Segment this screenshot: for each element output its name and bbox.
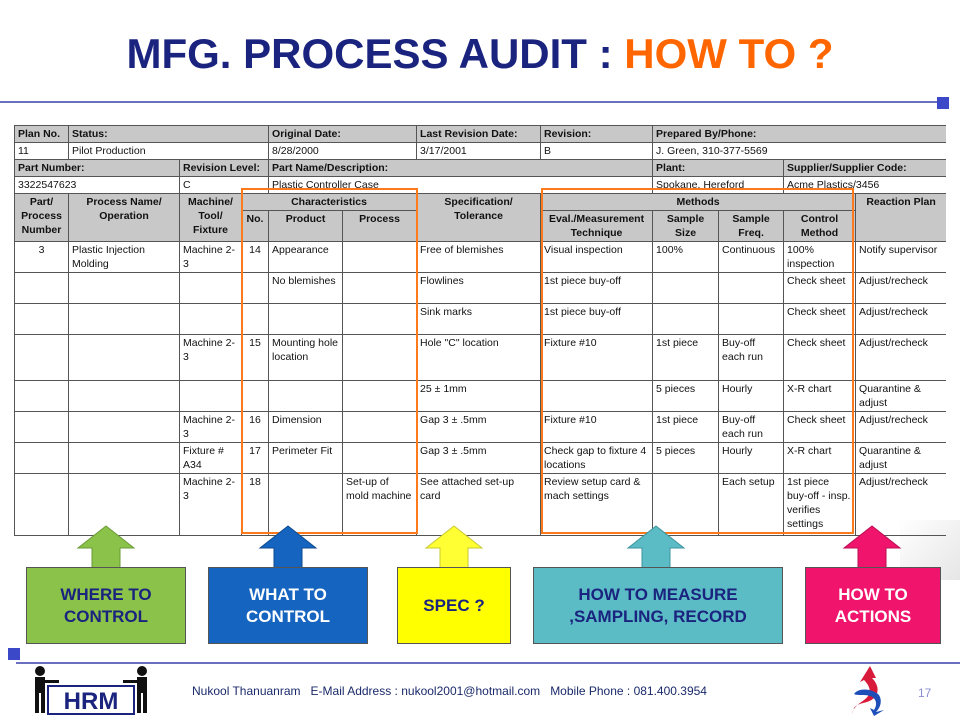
table-cell: 3 bbox=[15, 242, 69, 273]
table-cell: Machine 2-3 bbox=[180, 412, 242, 443]
value-prepared-by: J. Green, 310-377-5569 bbox=[653, 143, 946, 160]
table-cell: Perimeter Fit bbox=[269, 443, 343, 474]
table-cell bbox=[15, 474, 69, 536]
footer-name: Nukool Thanuanram bbox=[192, 684, 301, 698]
col-control-method: Control Method bbox=[784, 211, 856, 242]
table-cell bbox=[69, 381, 180, 412]
callout-what-line2: CONTROL bbox=[245, 606, 331, 626]
table-cell bbox=[242, 273, 269, 304]
table-cell: Machine 2-3 bbox=[180, 335, 242, 381]
table-cell: Review setup card & mach settings bbox=[541, 474, 653, 536]
arrow-up-where-icon bbox=[76, 524, 136, 570]
arrow-up-actions-icon bbox=[842, 524, 902, 570]
col-process: Process bbox=[343, 211, 417, 242]
table-cell: Fixture #10 bbox=[541, 335, 653, 381]
table-cell: 1st piece bbox=[653, 335, 719, 381]
table-row bbox=[15, 381, 947, 412]
callout-what-line1: WHAT TO bbox=[249, 584, 327, 604]
part-header-labels bbox=[15, 160, 947, 177]
table-row bbox=[15, 335, 947, 381]
table-cell: 25 ± 1mm bbox=[417, 381, 541, 412]
table-row bbox=[15, 242, 947, 273]
col-process-name: Process Name/ Operation bbox=[69, 194, 180, 242]
table-cell: 5 pieces bbox=[653, 381, 719, 412]
table-cell: Fixture # A34 bbox=[180, 443, 242, 474]
table-cell: Fixture #10 bbox=[541, 412, 653, 443]
arrow-up-measure-icon bbox=[626, 524, 686, 570]
table-cell bbox=[343, 242, 417, 273]
table-cell: 1st piece bbox=[653, 412, 719, 443]
table-row bbox=[15, 412, 947, 443]
arrow-up-what-icon bbox=[258, 524, 318, 570]
table-cell bbox=[719, 273, 784, 304]
table-cell: Adjust/recheck bbox=[856, 335, 946, 381]
table-cell bbox=[15, 304, 69, 335]
group-methods: Methods bbox=[541, 194, 856, 211]
control-plan-table bbox=[14, 125, 946, 536]
table-cell: 16 bbox=[242, 412, 269, 443]
value-revision: B bbox=[541, 143, 653, 160]
label-original-date: Original Date: bbox=[269, 126, 417, 143]
plan-header-values bbox=[15, 143, 947, 160]
table-cell bbox=[15, 412, 69, 443]
table-cell bbox=[242, 304, 269, 335]
table-cell: 1st piece buy-off bbox=[541, 304, 653, 335]
table-cell bbox=[180, 304, 242, 335]
table-cell bbox=[15, 381, 69, 412]
table-cell: Notify supervisor bbox=[856, 242, 946, 273]
table-row bbox=[15, 304, 947, 335]
col-sample-freq: Sample Freq. bbox=[719, 211, 784, 242]
col-eval-technique: Eval./Measurement Technique bbox=[541, 211, 653, 242]
callout-spec-line1: SPEC ? bbox=[423, 595, 485, 615]
table-cell bbox=[269, 381, 343, 412]
table-cell: Sink marks bbox=[417, 304, 541, 335]
footer-email-label: E-Mail Address : bbox=[310, 684, 402, 698]
table-cell: Gap 3 ± .5mm bbox=[417, 443, 541, 474]
table-cell: X-R chart bbox=[784, 443, 856, 474]
table-cell: Flowlines bbox=[417, 273, 541, 304]
value-plant: Spokane, Hereford bbox=[653, 177, 784, 194]
value-part-name: Plastic Controller Case bbox=[269, 177, 653, 194]
table-cell: Adjust/recheck bbox=[856, 273, 946, 304]
table-cell: No blemishes bbox=[269, 273, 343, 304]
table-cell: Hole "C" location bbox=[417, 335, 541, 381]
callout-where-line2: CONTROL bbox=[63, 606, 149, 626]
table-cell: Quarantine & adjust bbox=[856, 381, 946, 412]
table-cell: 15 bbox=[242, 335, 269, 381]
table-cell: 1st piece buy-off bbox=[541, 273, 653, 304]
table-cell: Machine 2-3 bbox=[180, 474, 242, 536]
table-cell bbox=[653, 273, 719, 304]
bottom-rule bbox=[16, 662, 960, 664]
table-cell bbox=[180, 381, 242, 412]
title-main: MFG. PROCESS AUDIT : bbox=[126, 30, 625, 77]
table-cell: Check sheet bbox=[784, 304, 856, 335]
callout-actions-line1: HOW TO bbox=[838, 584, 908, 604]
hrm-logo bbox=[30, 664, 152, 718]
callout-how-to-measure bbox=[533, 567, 783, 644]
table-cell: Check sheet bbox=[784, 335, 856, 381]
col-machine-tool: Machine/ Tool/ Fixture bbox=[180, 194, 242, 242]
value-last-revision-date: 3/17/2001 bbox=[417, 143, 541, 160]
table-cell: Adjust/recheck bbox=[856, 412, 946, 443]
value-part-number: 3322547623 bbox=[15, 177, 180, 194]
label-plant: Plant: bbox=[653, 160, 784, 177]
table-cell: Adjust/recheck bbox=[856, 304, 946, 335]
table-cell bbox=[69, 335, 180, 381]
table-cell: Machine 2-3 bbox=[180, 242, 242, 273]
column-group-row bbox=[15, 194, 947, 211]
label-revision: Revision: bbox=[541, 126, 653, 143]
table-cell bbox=[269, 304, 343, 335]
table-cell bbox=[343, 443, 417, 474]
table-cell: Quarantine & adjust bbox=[856, 443, 946, 474]
page-number: 17 bbox=[918, 686, 932, 700]
table-cell bbox=[69, 273, 180, 304]
table-cell: 18 bbox=[242, 474, 269, 536]
table-cell: Hourly bbox=[719, 443, 784, 474]
top-rule bbox=[0, 101, 945, 103]
table-cell: 17 bbox=[242, 443, 269, 474]
col-no: No. bbox=[242, 211, 269, 242]
arrow-up-spec-icon bbox=[424, 524, 484, 570]
control-plan-table-wrap bbox=[14, 125, 946, 537]
table-cell bbox=[15, 273, 69, 304]
callout-what-to-control bbox=[208, 567, 368, 644]
callout-how-to-actions bbox=[805, 567, 941, 644]
table-cell bbox=[180, 273, 242, 304]
callout-spec bbox=[397, 567, 511, 644]
table-cell bbox=[242, 381, 269, 412]
table-cell bbox=[653, 304, 719, 335]
table-cell bbox=[15, 335, 69, 381]
label-plan-no: Plan No. bbox=[15, 126, 69, 143]
data-rows bbox=[15, 242, 947, 536]
table-cell: 14 bbox=[242, 242, 269, 273]
col-specification: Specification/ Tolerance bbox=[417, 194, 541, 242]
label-revision-level: Revision Level: bbox=[180, 160, 269, 177]
bottom-rule-square bbox=[8, 648, 20, 660]
table-cell: Check gap to fixture 4 locations bbox=[541, 443, 653, 474]
table-cell bbox=[69, 443, 180, 474]
table-cell bbox=[69, 412, 180, 443]
label-status: Status: bbox=[69, 126, 269, 143]
col-sample-size: Sample Size bbox=[653, 211, 719, 242]
table-cell: Visual inspection bbox=[541, 242, 653, 273]
table-cell: Mounting hole location bbox=[269, 335, 343, 381]
table-cell: See attached set-up card bbox=[417, 474, 541, 536]
table-cell: Set-up of mold machine bbox=[343, 474, 417, 536]
table-row bbox=[15, 273, 947, 304]
table-cell bbox=[15, 443, 69, 474]
table-cell bbox=[343, 412, 417, 443]
table-cell: 100% inspection bbox=[784, 242, 856, 273]
table-cell: Continuous bbox=[719, 242, 784, 273]
table-cell bbox=[343, 381, 417, 412]
footer-phone-label: Mobile Phone : bbox=[550, 684, 634, 698]
part-header-values bbox=[15, 177, 947, 194]
table-cell: 1st piece buy-off - insp. verifies settings bbox=[784, 474, 856, 536]
logo-text: HRM bbox=[63, 688, 119, 715]
callout-measure-line2: ,SAMPLING, RECORD bbox=[569, 606, 747, 626]
table-cell: Buy-off each run bbox=[719, 335, 784, 381]
table-cell: Buy-off each run bbox=[719, 412, 784, 443]
group-characteristics: Characteristics bbox=[242, 194, 417, 211]
col-part-process-number: Part/ Process Number bbox=[15, 194, 69, 242]
callout-where-line1: WHERE TO bbox=[60, 584, 152, 604]
value-supplier: Acme Plastics/3456 bbox=[784, 177, 946, 194]
slide-title bbox=[0, 30, 960, 78]
label-part-number: Part Number: bbox=[15, 160, 180, 177]
col-product: Product bbox=[269, 211, 343, 242]
col-reaction-plan: Reaction Plan bbox=[856, 194, 946, 242]
table-cell: Plastic Injection Molding bbox=[69, 242, 180, 273]
label-prepared-by: Prepared By/Phone: bbox=[653, 126, 946, 143]
label-supplier: Supplier/Supplier Code: bbox=[784, 160, 946, 177]
table-cell bbox=[343, 304, 417, 335]
value-status: Pilot Production bbox=[69, 143, 269, 160]
table-cell: 100% bbox=[653, 242, 719, 273]
table-cell: Gap 3 ± .5mm bbox=[417, 412, 541, 443]
table-cell: Check sheet bbox=[784, 412, 856, 443]
table-cell: Dimension bbox=[269, 412, 343, 443]
table-cell bbox=[719, 304, 784, 335]
callout-where-to-control bbox=[26, 567, 186, 644]
table-cell: X-R chart bbox=[784, 381, 856, 412]
table-cell: Check sheet bbox=[784, 273, 856, 304]
table-cell: Appearance bbox=[269, 242, 343, 273]
label-part-name: Part Name/Description: bbox=[269, 160, 653, 177]
footer-phone: 081.400.3954 bbox=[633, 684, 707, 698]
table-cell bbox=[343, 335, 417, 381]
footer-email: nukool2001@hotmail.com bbox=[401, 684, 541, 698]
table-row bbox=[15, 443, 947, 474]
value-plan-no: 11 bbox=[15, 143, 69, 160]
callout-actions-line2: ACTIONS bbox=[834, 606, 912, 626]
table-cell: Adjust/recheck bbox=[856, 474, 946, 536]
title-accent: HOW TO ? bbox=[624, 30, 834, 77]
plan-header-labels bbox=[15, 126, 947, 143]
footer-contact bbox=[192, 684, 707, 698]
table-cell: Free of blemishes bbox=[417, 242, 541, 273]
table-cell: Hourly bbox=[719, 381, 784, 412]
top-rule-square bbox=[937, 97, 949, 109]
table-cell bbox=[541, 381, 653, 412]
value-original-date: 8/28/2000 bbox=[269, 143, 417, 160]
table-cell bbox=[343, 273, 417, 304]
callout-measure-line1: HOW TO MEASURE bbox=[578, 584, 738, 604]
label-last-revision-date: Last Revision Date: bbox=[417, 126, 541, 143]
swirl-logo-icon bbox=[848, 664, 888, 716]
table-cell: Each setup bbox=[719, 474, 784, 536]
table-cell: 5 pieces bbox=[653, 443, 719, 474]
value-revision-level: C bbox=[180, 177, 269, 194]
table-cell bbox=[69, 304, 180, 335]
